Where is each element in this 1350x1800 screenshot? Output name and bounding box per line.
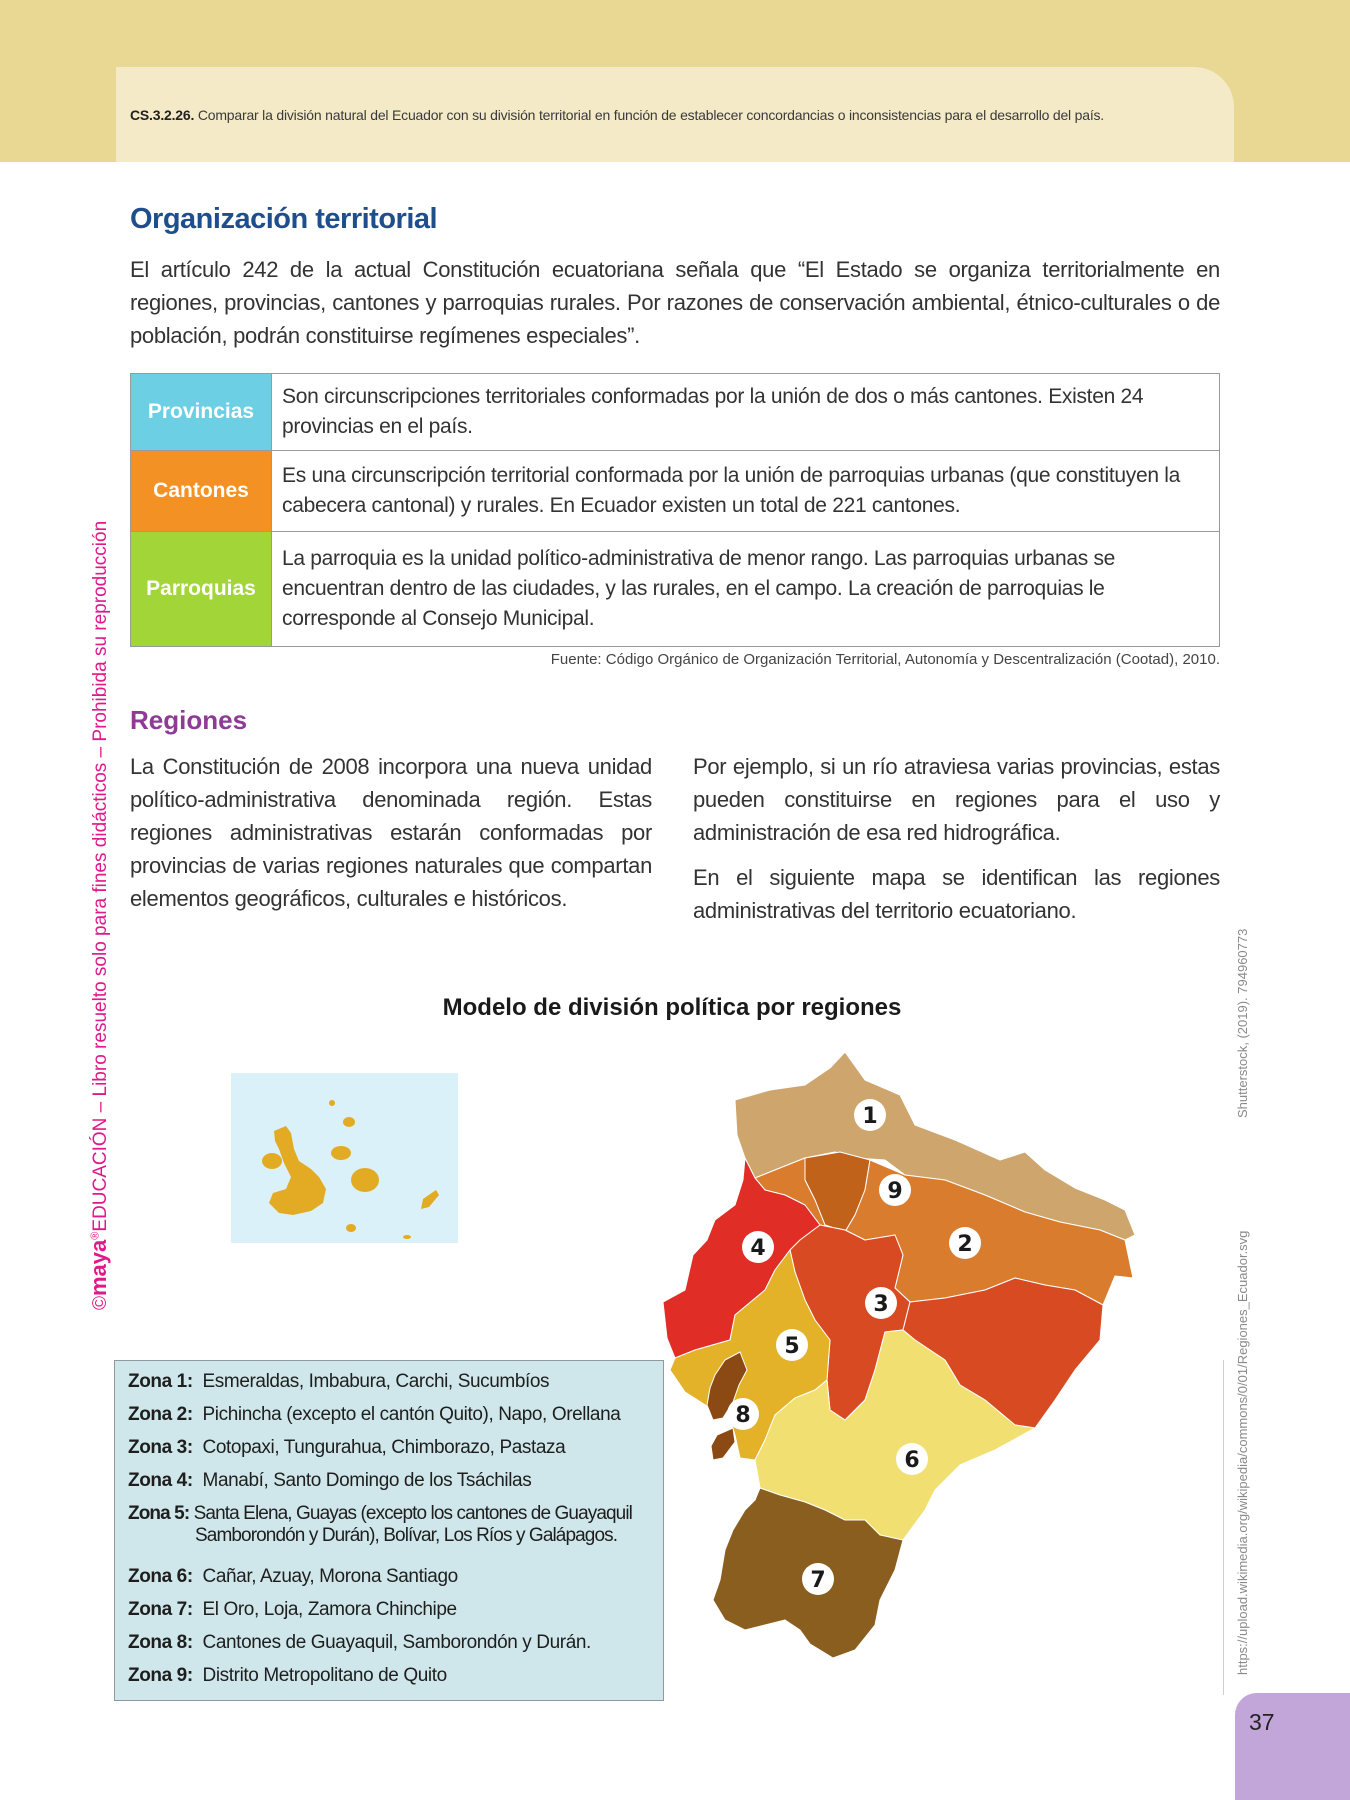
legend-text: Esmeraldas, Imbabura, Carchi, Sucumbíos: [202, 1371, 550, 1392]
zone-6-marker: 6: [904, 1448, 920, 1473]
page-number: 37: [1249, 1709, 1275, 1735]
term-provincias: Provincias: [131, 374, 272, 451]
legend-label: Zona 4:: [128, 1470, 193, 1491]
zone-5-marker: 5: [784, 1334, 800, 1359]
ecuador-map-icon: [655, 1040, 1215, 1690]
legend-text: Cotopaxi, Tungurahua, Chimborazo, Pastaza: [202, 1437, 566, 1458]
skill-description: Comparar la división natural del Ecuador con su división territorial en función de establecer concordancias o inconsistencias para el desarrollo del país.: [194, 107, 1105, 123]
legend-text: Distrito Metropolitano de Quito: [202, 1665, 447, 1686]
notice-text: EDUCACIÓN – Libro resuelto solo para fines didácticos – Prohibida su reproducción: [90, 520, 111, 1232]
skill-criterion-box: [116, 67, 1234, 162]
table-row: [131, 532, 1220, 647]
table-source: Fuente: Código Orgánico de Organización Territorial, Autonomía y Descentralización (Cootad), 2010.: [550, 651, 1220, 668]
definition-parroquias: La parroquia es la unidad político-administrativa de menor rango. Las parroquias urbanas se encuentran dentro de las ciudades, y las rurales, en el campo. La creación de parroquias le corresponde al Consejo Municipal.: [272, 532, 1220, 647]
legend-text: El Oro, Loja, Zamora Chinchipe: [202, 1599, 457, 1620]
ecuador-regions-map: [655, 1040, 1215, 1695]
legend-label: Zona 1:: [128, 1371, 193, 1392]
regions-paragraph-left: La Constitución de 2008 incorpora una nueva unidad político-administrativa denominada región. Estas regiones administrativas estarán conformadas por provincias de varias regiones naturales que compartan elementos geográficos, culturales e históricos.: [130, 754, 652, 911]
legend-text: Manabí, Santo Domingo de los Tsáchilas: [202, 1470, 532, 1491]
galapagos-islands-icon: [231, 1073, 458, 1243]
legend-text: Cantones de Guayaquil, Samborondón y Durán.: [202, 1632, 591, 1653]
legend-label: Zona 7:: [128, 1599, 193, 1620]
legend-label: Zona 3:: [128, 1437, 193, 1458]
legend-item-zona-1: [128, 1371, 549, 1393]
legend-text: Santa Elena, Guayas (excepto los cantones de Guayaquil: [193, 1503, 632, 1524]
regions-paragraph-example: Por ejemplo, si un río atraviesa varias provincias, estas pueden constituirse en regiones para el uso y administración de esa red hidrográfica.: [693, 754, 1220, 845]
brand-logo: maya: [86, 1239, 111, 1296]
map-source-credit: https://upload.wikimedia.org/wikipedia/commons/0/01/Regiones_Ecuador.svg: [1235, 1230, 1250, 1675]
registered-mark: ®: [89, 1231, 102, 1240]
zone-4-marker: 4: [750, 1236, 766, 1261]
legend-item-zona-3: [128, 1437, 565, 1459]
intro-paragraph: El artículo 242 de la actual Constitución ecuatoriana señala que “El Estado se organiza territorialmente en regiones, provincias, cantones y parroquias rurales. Por razones de conservación ambiental, étnico-culturales o de población, podrán constituirse regímenes especiales”.: [130, 257, 1220, 348]
legend-label: Zona 8:: [128, 1632, 193, 1653]
definition-cantones: Es una circunscripción territorial conformada por la unión de parroquias urbanas (que constituyen la cabecera cantonal) y rurales. En Ecuador existen un total de 221 cantones.: [272, 451, 1220, 532]
definitions-table: [130, 373, 1220, 647]
zone-9-marker: 9: [887, 1179, 903, 1204]
zone-3-marker: 3: [873, 1292, 889, 1317]
legend-item-zona-9: [128, 1665, 447, 1687]
zone-1-marker: 1: [862, 1104, 878, 1129]
table-row: [131, 374, 1220, 451]
galapagos-inset-map: [231, 1073, 458, 1243]
page-number-tab: [1235, 1693, 1350, 1800]
definition-provincias: Son circunscripciones territoriales conformadas por la unión de dos o más cantones. Existen 24 provincias en el país.: [272, 374, 1220, 451]
section-title-regiones: Regiones: [130, 705, 248, 735]
map-legend: [114, 1360, 664, 1701]
legend-label: Zona 9:: [128, 1665, 193, 1686]
regions-column-right: [693, 750, 1220, 939]
legend-item-zona-4: [128, 1470, 531, 1492]
copyright-symbol: ©: [90, 1296, 111, 1310]
image-credit: Shutterstock, (2019). 794960773: [1235, 928, 1250, 1118]
skill-code: CS.3.2.26.: [130, 107, 195, 123]
section-title-organizacion: Organización territorial: [130, 203, 438, 235]
zone-8-marker: 8: [735, 1403, 751, 1428]
credit-divider: [1223, 1360, 1224, 1695]
regions-paragraph-map-intro: En el siguiente mapa se identifican las regiones administrativas del territorio ecuatoriano.: [693, 865, 1220, 923]
map-title-text: Modelo de división política por regiones: [442, 994, 902, 1021]
legend-item-zona-6: [128, 1566, 458, 1588]
legend-item-zona-8: [128, 1632, 591, 1654]
legend-label: Zona 5:: [128, 1503, 190, 1524]
legend-item-zona-7: [128, 1599, 457, 1621]
legend-label: Zona 2:: [128, 1404, 193, 1425]
legend-text-continuation: Samborondón y Durán), Bolívar, Los Ríos y Galápagos.: [195, 1525, 618, 1546]
zone-7-marker: 7: [810, 1568, 826, 1593]
legend-label: Zona 6:: [128, 1566, 193, 1587]
legend-text: Cañar, Azuay, Morona Santiago: [202, 1566, 458, 1587]
legend-item-zona-5: [128, 1503, 632, 1547]
copyright-notice: [86, 521, 112, 1310]
table-row: [131, 451, 1220, 532]
legend-text: Pichincha (excepto el cantón Quito), Napo, Orellana: [202, 1404, 621, 1425]
term-cantones: Cantones: [131, 451, 272, 532]
zone-2-marker: 2: [957, 1232, 973, 1257]
term-parroquias: Parroquias: [131, 532, 272, 647]
legend-item-zona-2: [128, 1404, 620, 1426]
skill-criterion: [130, 107, 1104, 123]
map-title: [0, 994, 1350, 1022]
